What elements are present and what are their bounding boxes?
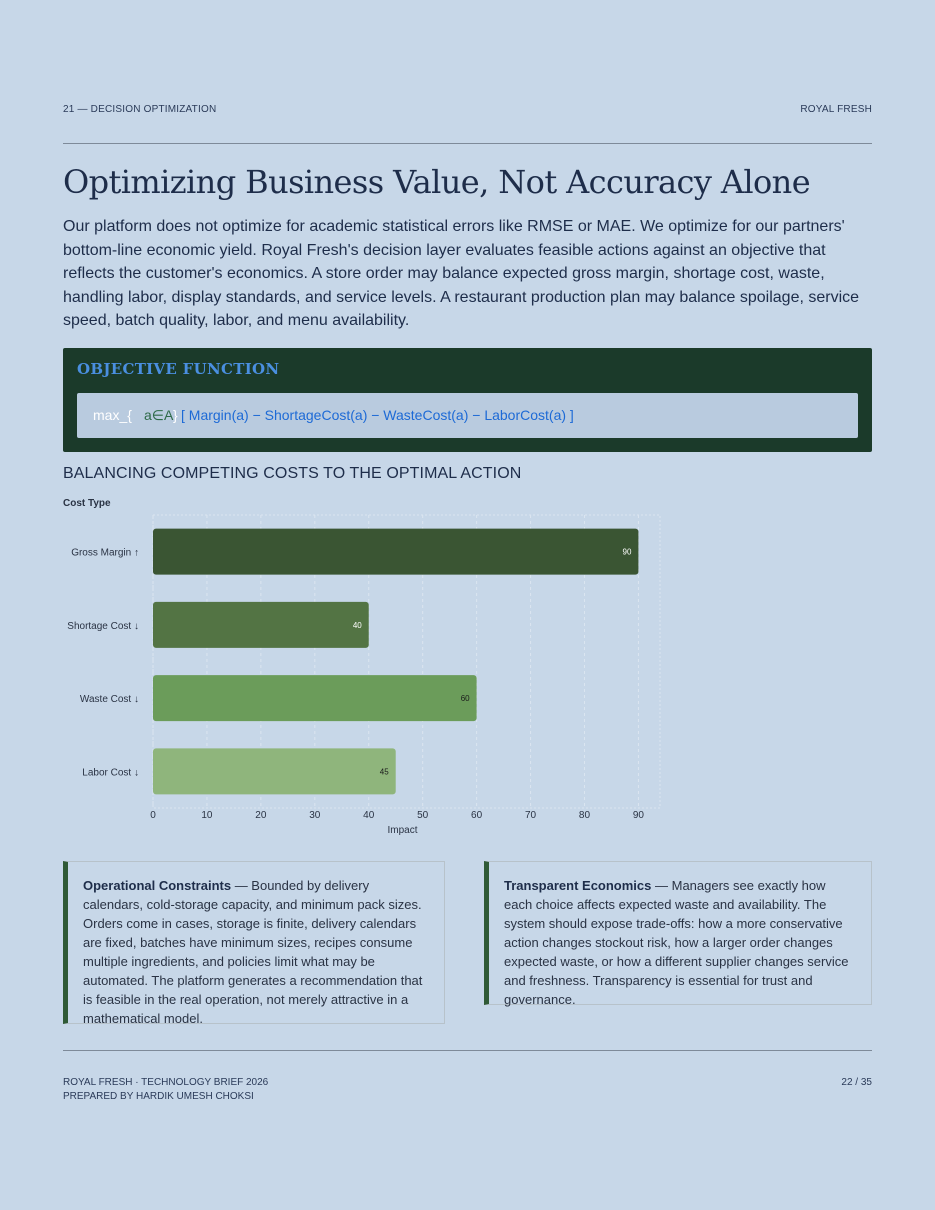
brand-label: ROYAL FRESH (800, 104, 872, 115)
formula-expression: [ Margin(a) − ShortageCost(a) − WasteCost(a) − LaborCost(a) ] (181, 407, 574, 423)
formula-set: a∈A (144, 407, 174, 423)
y-category-label: Gross Margin ↑ (71, 547, 139, 559)
card-title: Operational Constraints (83, 878, 232, 893)
card-body: — Managers see exactly how each choice affects expected waste and availability. The system should expose trade-offs: how a more conservative action changes stockout risk, how a larger order changes expected waste, or how a different supplier changes service and freshness. Transparency is essential for trust and governance. (504, 878, 849, 1007)
intro-paragraph: Our platform does not optimize for academic statistical errors like RMSE or MAE. We optimize for our partners' bottom-line economic yield. Royal Fresh's decision layer evaluates feasible actions against an objective that reflects the customer's economics. A store order may balance expected gross margin, shortage cost, waste, handling labor, display standards, and service levels. A restaurant production plan may balance spoilage, service speed, batch quality, labor, and menu availability. (63, 218, 860, 329)
y-category-label: Waste Cost ↓ (79, 694, 139, 706)
y-axis-title: Cost Type (63, 498, 111, 509)
x-tick-label: 0 (150, 810, 156, 821)
bar-value-label: 90 (622, 547, 632, 557)
objective-label: OBJECTIVE FUNCTION (77, 360, 280, 378)
x-axis-title: Impact (387, 825, 418, 836)
x-tick-label: 50 (417, 810, 429, 821)
bar (153, 529, 638, 575)
formula-max: max_{ (93, 407, 132, 423)
x-tick-label: 60 (471, 810, 483, 821)
bar-value-label: 60 (460, 694, 470, 704)
footer-line-2: PREPARED BY HARDIK UMESH CHOKSI (63, 1091, 254, 1102)
cost-bar-chart (63, 490, 683, 840)
formula-brace: } (173, 407, 178, 423)
section-label: 21 — DECISION OPTIMIZATION (63, 104, 217, 115)
running-header (63, 104, 872, 118)
formula-box (77, 393, 858, 438)
card-transparent-economics (484, 861, 872, 1005)
page-title: Optimizing Business Value, Not Accuracy Alone (63, 163, 811, 201)
card-body: — Bounded by delivery calendars, cold-storage capacity, and minimum pack sizes. Orders come in cases, storage is finite, delivery calendars are fixed, batches have minimum sizes, recipes consume multiple ingredients, and policies limit what may be automated. The platform generates a recommendation that is feasible in the real operation, not merely attractive in a mathematical model. (83, 878, 423, 1026)
card-title: Transparent Economics (504, 878, 652, 893)
bar-value-label: 40 (352, 620, 362, 630)
bar (153, 602, 369, 648)
bar (153, 748, 396, 794)
page-number: 22 / 35 (841, 1077, 872, 1088)
objective-function-box (63, 348, 872, 452)
card-operational-constraints (63, 861, 445, 1024)
bar-value-label: 45 (379, 767, 389, 777)
chart-section-title: BALANCING COMPETING COSTS TO THE OPTIMAL ACTION (63, 465, 522, 482)
x-tick-label: 30 (309, 810, 321, 821)
x-tick-label: 40 (363, 810, 375, 821)
footer-divider (63, 1050, 872, 1051)
footer-line-1: ROYAL FRESH · TECHNOLOGY BRIEF 2026 (63, 1077, 269, 1088)
x-tick-label: 20 (255, 810, 267, 821)
x-tick-label: 10 (201, 810, 213, 821)
page (63, 0, 872, 1210)
bar (153, 675, 477, 721)
x-tick-label: 80 (578, 810, 591, 821)
y-category-label: Labor Cost ↓ (82, 767, 139, 779)
y-category-label: Shortage Cost ↓ (67, 620, 139, 632)
header-divider (63, 143, 872, 144)
x-tick-label: 70 (524, 810, 537, 821)
x-tick-label: 90 (632, 810, 644, 821)
